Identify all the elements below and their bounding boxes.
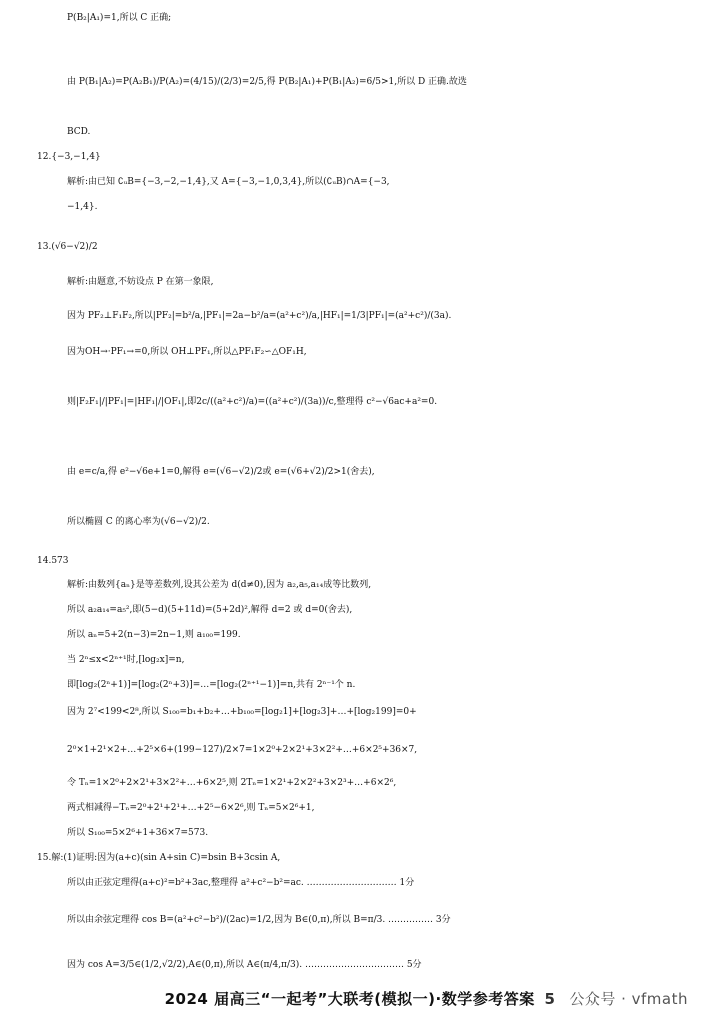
text-line: 因为 2⁷<199<2⁸,所以 S₁₀₀=b₁+b₂+…+b₁₀₀=[log₂1]+[log₂3]+…+[log₂199]=0+ (67, 707, 417, 717)
text-line: 因为 PF₂⊥F₁F₂,所以|PF₂|=b²/a,|PF₁|=2a−b²/a=(a²+c²)/a,|HF₁|=1/3|PF₁|=(a²+c²)/(3a). (67, 311, 452, 321)
page-number: 5 (544, 990, 556, 1008)
text-line: 即[log₂(2ⁿ+1)]=[log₂(2ⁿ+3)]=…=[log₂(2ⁿ⁺¹−1)]=n,共有 2ⁿ⁻¹个 n. (67, 680, 356, 690)
text-line: 由 e=c/a,得 e²−√6e+1=0,解得 e=(√6−√2)/2或 e=(√6+√2)/2>1(舍去), (67, 467, 375, 477)
answer-13: 13.(√6−√2)/2 (37, 242, 98, 252)
text-line: 则|F₂F₁|/|PF₁|=|HF₁|/|OF₁|,即2c/((a²+c²)/a)=((a²+c²)/(3a))/c,整理得 c²−√6ac+a²=0. (67, 397, 438, 407)
text-line: 2⁰×1+2¹×2+…+2⁵×6+(199−127)/2×7=1×2⁰+2×2¹+3×2²+…+6×2⁵+36×7, (67, 745, 418, 755)
text-line: 解析:由已知 ∁ᵤB={−3,−2,−1,4},又 A={−3,−1,0,3,4},所以(∁ᵤB)∩A={−3, (67, 177, 390, 187)
text-line: 两式相减得−Tₙ=2⁰+2¹+2¹+…+2⁵−6×2⁶,则 Tₙ=5×2⁶+1, (67, 803, 315, 813)
text-line: 解析:由数列{aₙ}是等差数列,设其公差为 d(d≠0),因为 a₂,a₅,a₁₄成等比数列, (67, 580, 372, 590)
text-line: BCD. (67, 127, 91, 137)
text-line: 由 P(B₁|A₂)=P(A₂B₁)/P(A₂)=(4/15)/(2/3)=2/5,得 P(B₂|A₁)+P(B₁|A₂)=6/5>1,所以 D 正确.故选 (67, 77, 467, 87)
text-line: 因为 cos A=3/5∈(1/2,√2/2),A∈(0,π),所以 A∈(π/4,π/3). …………………………… 5分 (67, 960, 422, 970)
text-line: 所以 aₙ=5+2(n−3)=2n−1,则 a₁₀₀=199. (67, 630, 241, 640)
solution-15: 15.解:(1)证明:因为(a+c)(sin A+sin C)=bsin B+3csin A, (37, 853, 281, 863)
text-line: 令 Tₙ=1×2⁰+2×2¹+3×2²+…+6×2⁵,则 2Tₙ=1×2¹+2×2²+3×2³+…+6×2⁶, (67, 778, 397, 788)
answer-14: 14.573 (37, 556, 69, 566)
watermark: 公众号 · vfmath (569, 990, 688, 1008)
footer-title: 2024 届高三“一起考”大联考(模拟一)·数学参考答案 (164, 990, 535, 1008)
text-line: −1,4}. (67, 202, 98, 212)
text-line: 所以由正弦定理得(a+c)²=b²+3ac,整理得 a²+c²−b²=ac. ………………………… 1分 (67, 878, 415, 888)
text-line: 所以椭圆 C 的离心率为(√6−√2)/2. (67, 517, 210, 527)
text-line: 解析:由题意,不妨设点 P 在第一象限, (67, 277, 214, 287)
text-line: 所以 S₁₀₀=5×2⁶+1+36×7=573. (67, 828, 209, 838)
text-line: 所以 a₂a₁₄=a₅²,即(5−d)(5+11d)=(5+2d)²,解得 d=2 或 d=0(舍去), (67, 605, 353, 615)
text-line: 当 2ⁿ≤x<2ⁿ⁺¹时,[log₂x]=n, (67, 655, 185, 665)
text-line: P(B₂|A₁)=1,所以 C 正确; (67, 13, 172, 23)
text-line: 因为OH→·PF₁→=0,所以 OH⊥PF₁,所以△PF₁F₂∽△OF₁H, (67, 347, 307, 357)
answer-12: 12.{−3,−1,4} (37, 152, 101, 162)
page-footer (0, 988, 720, 1009)
text-line: 所以由余弦定理得 cos B=(a²+c²−b²)/(2ac)=1/2,因为 B∈(0,π),所以 B=π/3. …………… 3分 (67, 915, 451, 925)
